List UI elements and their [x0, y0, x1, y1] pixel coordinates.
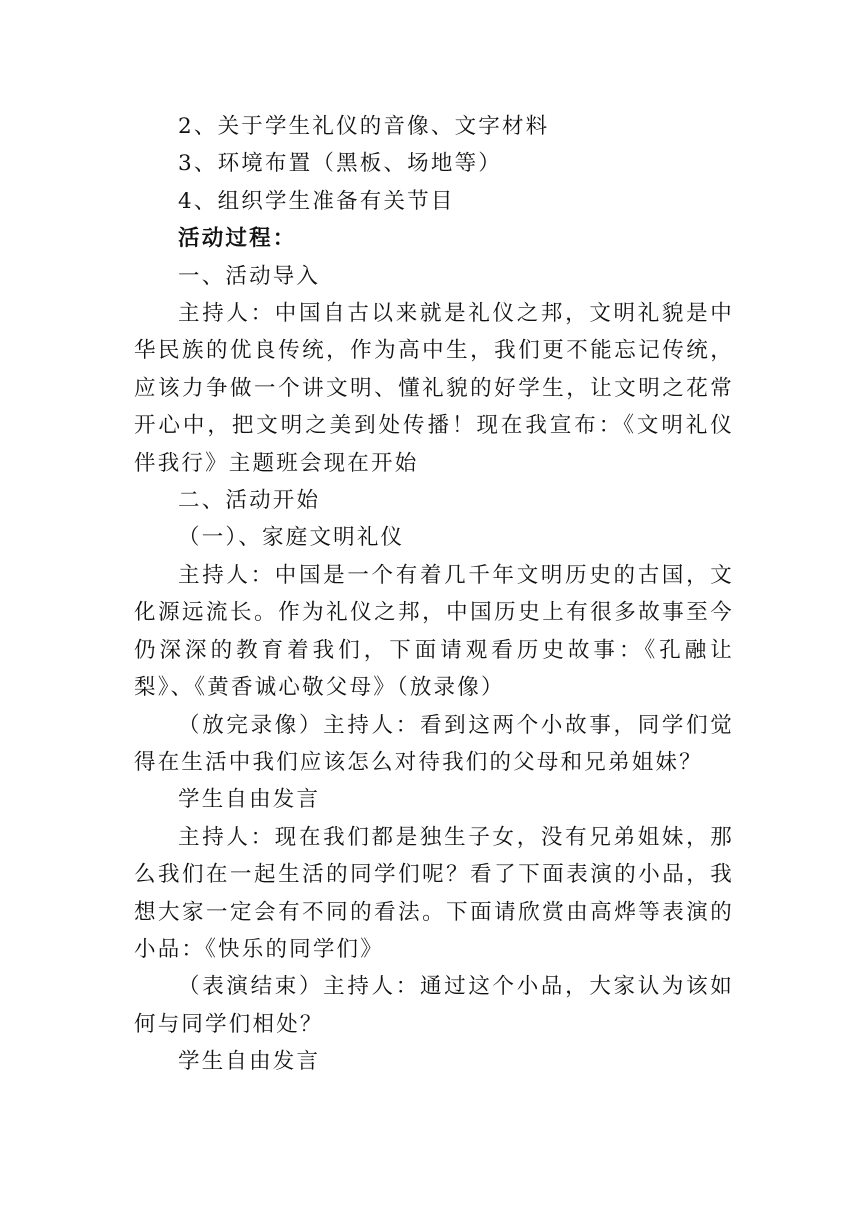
paragraph-host-history-stories: 主持人：中国是一个有着几千年文明历史的古国，文化源远流长。作为礼仪之邦，中国历史上有很多故事至今仍深深的教育着我们，下面请观看历史故事：《孔融让梨》、《黄香诚心敬父母》（放录像）	[134, 562, 734, 701]
material-list-item-4: 4、组织学生准备有关节目	[178, 188, 455, 214]
paragraph-free-speech-1: 学生自由发言	[178, 787, 321, 813]
paragraph-host-after-skit: （表演结束）主持人：通过这个小品，大家认为该如何与同学们相处？	[134, 974, 734, 1037]
subheading-activity-intro: 一、活动导入	[178, 263, 321, 289]
subheading-activity-start: 二、活动开始	[178, 488, 321, 514]
material-list-item-3: 3、环境布置（黑板、场地等）	[178, 151, 502, 177]
document-body	[134, 108, 734, 1081]
subheading-family-etiquette: （一）、家庭文明礼仪	[178, 525, 405, 551]
material-list-item-2: 2、关于学生礼仪的音像、文字材料	[178, 114, 550, 139]
section-heading-activity-process: 活动过程：	[178, 226, 297, 252]
paragraph-host-opening: 主持人：中国自古以来就是礼仪之邦，文明礼貌是中华民族的优良传统，作为高中生，我们更不能忘记传统，应该力争做一个讲文明、懂礼貌的好学生，让文明之花常开心中，把文明之美到处传播！现在我宣布：《文明礼仪伴我行》主题班会现在开始	[134, 301, 734, 476]
paragraph-host-after-video: （放完录像）主持人：看到这两个小故事，同学们觉得在生活中我们应该怎么对待我们的父母和兄弟姐妹？	[134, 712, 734, 775]
paragraph-free-speech-2: 学生自由发言	[178, 1049, 321, 1075]
paragraph-host-skit-intro: 主持人：现在我们都是独生子女，没有兄弟姐妹，那么我们在一起生活的同学们呢？看了下面表演的小品，我想大家一定会有不同的看法。下面请欣赏由高烨等表演的小品：《快乐的同学们》	[134, 824, 734, 962]
